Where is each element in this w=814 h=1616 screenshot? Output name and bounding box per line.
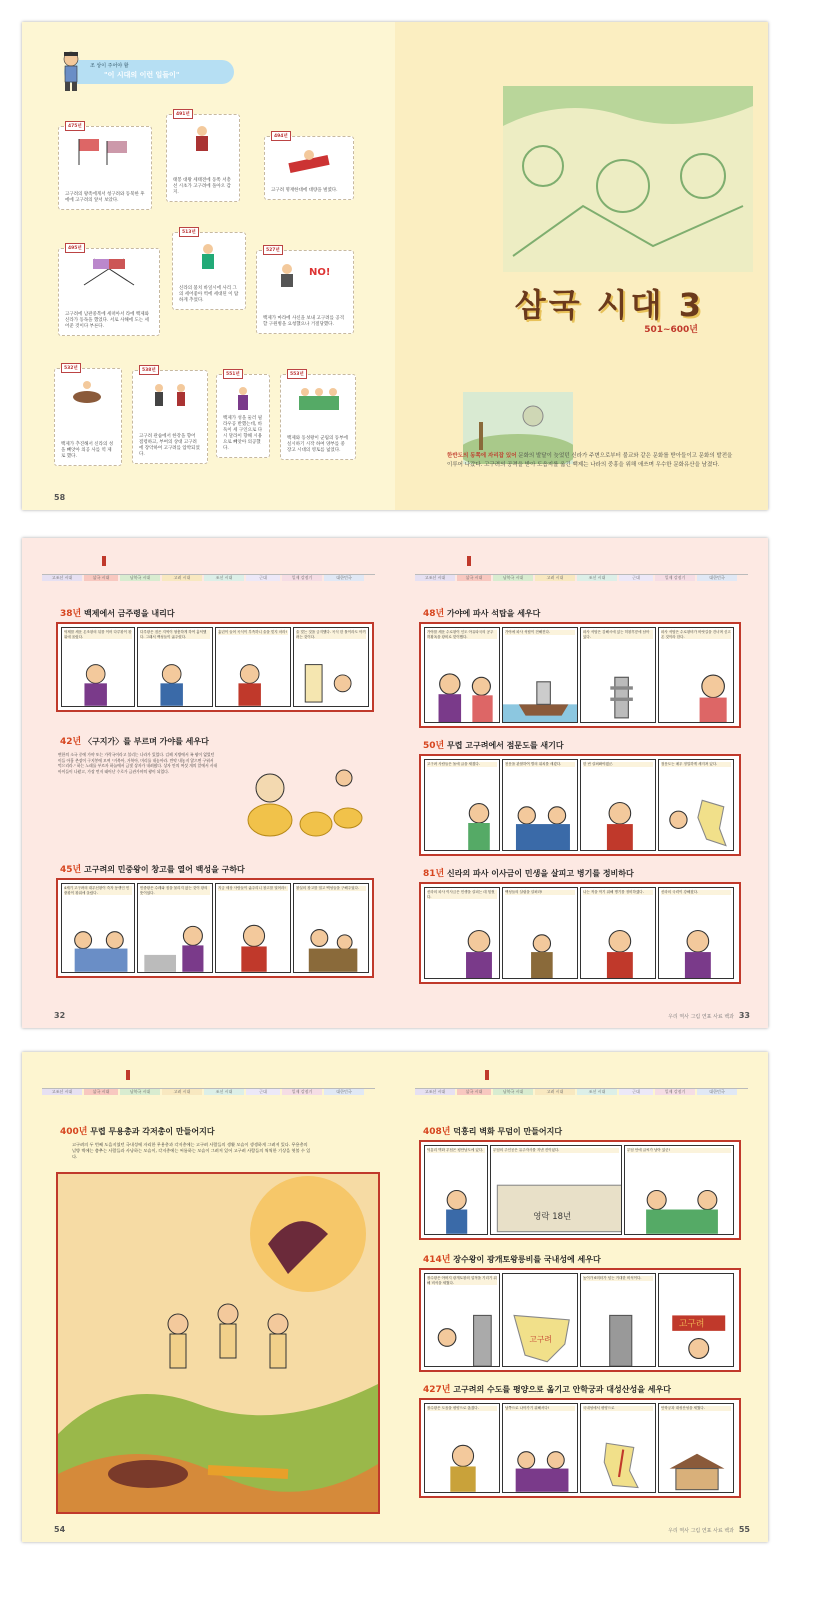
timeline-marker — [485, 1070, 489, 1080]
comic-panel — [293, 627, 369, 707]
timeline — [415, 574, 748, 583]
panel-caption: 국내성에서 평양으로 — [583, 1406, 653, 1411]
guide-figure — [425, 1181, 488, 1234]
comic-panel — [215, 627, 291, 707]
king-figure — [425, 924, 500, 978]
comic-strip — [419, 622, 741, 728]
timeline-era: 대한민국 — [697, 1089, 737, 1095]
king-figure — [138, 659, 205, 706]
panel-caption: 천문을 관찰하여 별의 위치를 새겼다. — [505, 762, 575, 767]
king-illustration — [275, 145, 343, 175]
event-card — [280, 374, 356, 460]
map-figure — [503, 1311, 578, 1366]
people-figure — [625, 1181, 734, 1234]
book-spread-1 — [22, 22, 768, 510]
comic-strip — [419, 754, 741, 856]
people-figure — [62, 919, 135, 972]
comic-panel — [502, 759, 578, 851]
year-tag: 475년 — [65, 121, 85, 131]
left-page — [22, 22, 395, 510]
comic-panel — [658, 1403, 734, 1493]
event-card — [256, 250, 354, 334]
panel-caption: 장수왕은 아버지 광개토왕의 업적을 기리기 위해 비석을 세웠다. — [427, 1276, 497, 1285]
timeline-marker — [102, 556, 106, 566]
queen-figure — [659, 666, 734, 722]
section-heading — [423, 866, 634, 879]
section-title: 덕흥리 벽화 무덤이 만들어지다 — [453, 1127, 563, 1136]
panel-caption: 높이가 6미터가 넘는 거대한 비석이다. — [583, 1276, 653, 1281]
comic-panel — [424, 1273, 500, 1367]
svg-text:NO!: NO! — [309, 267, 331, 278]
book-spread-3 — [22, 1052, 768, 1542]
section-year: 414년 — [423, 1255, 451, 1265]
timeline-era: 대한민국 — [324, 1089, 364, 1095]
panel-caption: 고구려 사람들은 돌에 글을 새겼다. — [427, 762, 497, 767]
comic-panel — [137, 627, 213, 707]
timeline-era: 고려 시대 — [535, 1089, 575, 1095]
scholar-figure — [425, 796, 500, 850]
timeline-era: 일제 강점기 — [655, 1089, 695, 1095]
refusal-illustration — [267, 259, 341, 289]
comic-strip — [419, 1398, 741, 1498]
section-year: 38년 — [60, 609, 82, 619]
soldiers-illustration — [291, 383, 345, 413]
timeline-era: 대한민국 — [324, 575, 364, 581]
people-figure — [503, 1439, 578, 1492]
section-title: 백제에서 금주령을 내리다 — [84, 609, 175, 618]
panel-caption: 파사 석탑은 김해시에 있는 허왕후릉에 남아 있다. — [583, 630, 653, 639]
comic-strip — [419, 1268, 741, 1372]
timeline-era: 남북국 시대 — [493, 1089, 533, 1095]
year-tag: 513년 — [179, 227, 199, 237]
comic-panel — [424, 1403, 500, 1493]
section-year: 50년 — [423, 741, 445, 751]
map-figure — [659, 796, 734, 850]
card-text: 백제가 성을 둘러 필라우공 반했는데, 바둑이 세 구인으로 다 시 달라이 향해 시용으로 빼앗아 의공했다. — [223, 415, 263, 451]
timeline-era: 고조선 시대 — [415, 575, 455, 581]
timeline-era: 고려 시대 — [162, 575, 202, 581]
map-figure — [581, 1439, 656, 1492]
section-year: 81년 — [423, 869, 445, 879]
timeline-era: 조선 시대 — [577, 1089, 617, 1095]
crossed-flags-illustration — [69, 257, 149, 287]
chapter-years: 501~600년 — [644, 325, 698, 335]
year-tag: 491년 — [173, 109, 193, 119]
timeline-era: 삼국 시대 — [84, 575, 118, 581]
section-year: 408년 — [423, 1127, 451, 1137]
tomb-wall-figure — [491, 1181, 622, 1234]
panel-caption: 덕흥리 벽화 무덤은 평안남도에 있다. — [427, 1148, 484, 1152]
king-figure — [581, 924, 656, 978]
timeline-era: 근대 — [246, 575, 280, 581]
event-card — [58, 126, 152, 210]
comic-panel — [580, 1403, 656, 1493]
card-text: 고구려에 남관중복에 세떠아서 라에 백제와 신라가 동독을 했었다. 서로 사해에 도는 세어준 것이다 부른다. — [65, 311, 149, 329]
panel-caption: 민중왕은 수레와 짐을 물리지 않는 것이 왕의 뜻이었다. — [140, 886, 210, 895]
card-text: 백제와 동성왕이 군림의 동부에 실시하기 시작 하여 양부를 중장고 시대의 영토를 넓었다. — [287, 435, 348, 453]
palace-figure — [659, 1439, 734, 1492]
year-tag: 553년 — [287, 369, 307, 379]
section-title: 신라의 파사 이사금이 민생을 살피고 병기를 정비하다 — [447, 869, 634, 878]
section-year: 400년 — [60, 1127, 88, 1137]
year-tag: 495년 — [65, 243, 85, 253]
panel-caption: 장수왕은 도읍을 평양으로 옮겼다. — [427, 1406, 497, 1411]
timeline-era: 일제 강점기 — [282, 1089, 322, 1095]
pagoda-figure — [581, 666, 656, 722]
section-year: 42년 — [60, 737, 82, 747]
flags-illustration — [69, 135, 139, 165]
panel-caption: 안학궁과 대성산성을 세웠다. — [661, 1406, 731, 1411]
soldier-illustration — [177, 123, 227, 153]
left-page — [22, 538, 395, 1028]
event-card — [54, 368, 122, 466]
comic-panel — [61, 883, 135, 973]
timeline-era: 근대 — [619, 575, 653, 581]
inscription-text: 영락 18년 — [533, 1211, 572, 1222]
intro-text: 문화의 발달이 늦었던 신라가 주변으로부터 불교와 같은 문화를 받아들이고 문화의 발전을 이루어 나갔다. 고구려의 공격을 받아 도읍지를 옮긴 백제는 나라의 중흥을 위해 애쓰며 우수한 문화유산을 남겼다. — [447, 453, 733, 468]
comic-panel — [424, 627, 500, 723]
king-figure — [216, 659, 283, 706]
comic-panel — [580, 759, 656, 851]
timeline-era: 삼국 시대 — [457, 575, 491, 581]
timeline-era: 고조선 시대 — [42, 1089, 82, 1095]
event-card — [216, 374, 270, 458]
comic-panel — [424, 759, 500, 851]
section-text: 고구려의 두 번째 도읍지였던 국내성에 자리한 무용총과 각저총에는 고구려 사람들의 생활 모습이 생생하게 그려져 있다. 무용총의 널방 벽에는 춤추는 사람들과 사냥하는 모습이, 각저총에는 씨름하는 모습이 그려져 있어 고구려 사람들의 씩씩한 기상을 엿볼 수 있다. — [72, 1142, 311, 1160]
card-text: 태봉 대왕 세태전에 동쪽 서총선 시초가 고구려에 돌아오 감지. — [173, 177, 231, 195]
page-number: 32 — [54, 1011, 66, 1020]
kingdom-sign-figure — [659, 1311, 734, 1366]
panel-caption: 파사 석탑은 수로왕비가 바닷길을 건너며 싣고 온 것이라 한다. — [661, 630, 731, 639]
event-card — [132, 370, 208, 464]
timeline-era: 삼국 시대 — [457, 1089, 491, 1095]
banner-title: "이 시대의 이런 일들이" — [104, 71, 180, 79]
chapter-intro — [447, 452, 738, 470]
section-title: 고구려의 민중왕이 창고를 열어 백성을 구하다 — [84, 865, 245, 874]
king-figure — [62, 659, 129, 706]
section-title: 무렵 고구려에서 점문도를 새기다 — [447, 741, 564, 750]
cavalry-illustration — [65, 377, 111, 407]
comic-panel — [658, 759, 734, 851]
king-figure — [216, 919, 291, 972]
timeline-era: 고조선 시대 — [415, 1089, 455, 1095]
book-spread-2 — [22, 538, 768, 1028]
comic-panel — [490, 1145, 622, 1235]
timeline-marker — [126, 1070, 130, 1080]
comic-panel — [502, 1403, 578, 1493]
people-figure — [503, 924, 578, 978]
section-heading — [60, 734, 209, 747]
king-figure — [425, 1439, 500, 1492]
comic-strip — [56, 622, 374, 712]
stele-figure — [581, 1311, 656, 1366]
year-tag: 551년 — [223, 369, 243, 379]
year-tag: 532년 — [61, 363, 81, 373]
royal-couple-figure — [425, 666, 500, 722]
mural-scene — [58, 1174, 378, 1512]
comic-panel — [658, 887, 734, 979]
timeline-era: 삼국 시대 — [84, 1089, 118, 1095]
panel-caption: 무덤 안에 글씨가 남아 있군! — [627, 1148, 731, 1153]
banner-subtitle: 조 상이 주어야 할 — [90, 63, 129, 69]
section-heading — [423, 1382, 671, 1395]
card-text: 고구려의 왕족에게서 청구려와 동북한 후에에 고구려의 앞서 보았다. — [65, 191, 145, 203]
scene-illustration — [503, 86, 753, 272]
timeline-era: 근대 — [246, 1089, 280, 1095]
panel-caption: 가야를 세운 수로왕이 인도 아유타국의 공주 허황옥을 왕비로 맞이했다. — [427, 630, 497, 639]
comic-panel — [658, 627, 734, 723]
pagoda-ship-figure — [503, 666, 578, 722]
page-number: 54 — [54, 1525, 66, 1534]
section-heading — [60, 606, 175, 619]
card-text: 고구려 명재한대에 대량을 벌였다. — [271, 187, 338, 193]
panel-caption: 가야에 파사 석탑이 전해진다. — [505, 630, 575, 635]
monk-illustration — [183, 241, 233, 271]
map-label: 고구려 — [529, 1334, 552, 1344]
timeline-era: 일제 강점기 — [282, 575, 322, 581]
card-text: 고구려 관습에서 한강을 향어 점령하고, 부여의 상대 고구려에 장악하여 고구려를 압박되었다. — [139, 433, 200, 457]
timeline-era: 일제 강점기 — [655, 575, 695, 581]
panel-caption: 점문도는 매우 정밀하게 새겨져 있다. — [661, 762, 731, 767]
section-title: 〈구지가〉를 부르며 가야를 세우다 — [84, 737, 209, 746]
panel-caption: 백성들의 살림을 살펴라! — [505, 890, 575, 895]
timeline-marker — [467, 556, 471, 566]
golden-eggs-illustration — [224, 748, 370, 844]
right-page — [395, 1052, 768, 1542]
king-figure — [659, 924, 734, 978]
officials-figure — [503, 796, 578, 850]
comic-panel — [502, 627, 578, 723]
timeline-era: 조선 시대 — [204, 1089, 244, 1095]
general-illustration — [227, 383, 259, 413]
year-tag: 494년 — [271, 131, 291, 141]
panel-caption: 다루왕은 점은 지역이 형충하게 하여 흉덕했다. 그래서 백성들이 굶주렸다. — [140, 630, 210, 639]
section-year: 427년 — [423, 1385, 451, 1395]
section-heading — [60, 862, 245, 875]
panel-caption: 4세기 고구려의 대무신왕이 죽자 동생인 민중왕이 왕위에 올랐다. — [64, 886, 132, 895]
comic-panel — [502, 1273, 578, 1367]
stele-figure — [425, 1311, 500, 1366]
left-page — [22, 1052, 395, 1542]
section-title: 고구려의 수도를 평양으로 옮기고 안학궁과 대성산성을 세우다 — [453, 1385, 671, 1394]
section-heading — [423, 1124, 562, 1137]
panel-caption: 남쪽으로 나아가기 위해서다! — [505, 1406, 575, 1411]
panel-caption: 한 번 살펴봐야겠군. — [583, 762, 653, 767]
section-year: 45년 — [60, 865, 82, 875]
section-heading — [423, 1252, 601, 1265]
right-page — [395, 22, 768, 510]
footer-text: 우리 역사 그림 연표 사료 백과 — [668, 1014, 734, 1020]
timeline — [42, 574, 375, 583]
panel-caption: 지금 세상 사람들이 굶주리니 창고를 열어라! — [218, 886, 288, 891]
comic-panel — [61, 627, 135, 707]
timeline-era: 고려 시대 — [535, 575, 575, 581]
comic-panel — [137, 883, 213, 973]
panel-caption: 억제를 세운 온조왕의 뒤를 이어 다루왕이 왕위에 올랐다. — [64, 630, 132, 639]
panel-caption: 신라의 국력이 강해졌다. — [661, 890, 731, 895]
panel-caption: 술 빚는 것을 금지했다. 곡식 한 톨이라도 아끼려는 것이다. — [296, 630, 366, 639]
timeline-era: 조선 시대 — [204, 575, 244, 581]
page-number: 33 — [738, 1011, 750, 1020]
timeline-era: 대한민국 — [697, 575, 737, 581]
right-page — [395, 538, 768, 1028]
comic-panel — [293, 883, 369, 973]
sign-label: 고구려 — [678, 1319, 705, 1330]
page-number: 58 — [54, 493, 66, 502]
panel-caption: 흉년이 들어 곡식이 부족하니 술을 빚지 마라! — [218, 630, 287, 634]
king-figure — [581, 796, 656, 850]
people-figure — [294, 919, 369, 972]
page-number: 55 — [738, 1525, 750, 1534]
timeline — [415, 1088, 748, 1097]
year-tag: 538년 — [139, 365, 159, 375]
event-card — [58, 248, 160, 336]
card-text: 백제가 추진해서 신라의 성을 빼앗아 의공 사를 역 제로 했다. — [61, 441, 114, 459]
timeline — [42, 1088, 375, 1097]
timeline-era: 남북국 시대 — [493, 575, 533, 581]
comic-panel — [424, 1145, 488, 1235]
comic-panel — [424, 887, 500, 979]
timeline-era: 근대 — [619, 1089, 653, 1095]
section-heading — [423, 606, 540, 619]
event-card — [172, 232, 246, 310]
character-illustration — [60, 50, 82, 92]
crowd-figure — [138, 919, 213, 972]
card-text: 백제가 마라에 사신을 보내 고구려를 공격할 구원병을 요청했으나 거절당했다. — [263, 315, 345, 327]
timeline-era: 남북국 시대 — [120, 575, 160, 581]
year-tag: 527년 — [263, 245, 283, 255]
comic-panel — [502, 887, 578, 979]
timeline-era: 고려 시대 — [162, 1089, 202, 1095]
comic-panel — [658, 1273, 734, 1367]
comic-strip — [419, 1140, 741, 1240]
panel-caption: 신라의 파사 이사금은 민생을 살피는 데 힘썼다. — [427, 890, 497, 899]
panel-caption: 무덤의 주인공은 유주자사를 지낸 진이었다. — [493, 1148, 619, 1153]
timeline-era: 조선 시대 — [577, 575, 617, 581]
card-text: 신라의 불치 바일시에 사리 그의 세어좋아 벽에 세대된 이 탑하게 추었다. — [179, 285, 239, 303]
timeline-era: 남북국 시대 — [120, 1089, 160, 1095]
section-title: 가야에 파사 석탑을 세우다 — [447, 609, 541, 618]
comic-strip — [419, 882, 741, 984]
section-title: 무렵 무용총과 각저총이 만들어지다 — [90, 1127, 215, 1136]
footer-text: 우리 역사 그림 연표 사료 백과 — [668, 1528, 734, 1534]
chapter-title: 삼국 시대 3 — [514, 286, 704, 324]
tomb-mural-illustration — [56, 1172, 380, 1514]
section-text: 변한의 소국 중에 가야 또는 가락국이라고 불리는 나라가 있었다. 김해 지방에서 족 왕이 없었던 이들 아홉 촌장이 구지봉에 모여 "거북아, 거북아, 머리를 내놓아라. 만약 내놓지 않으면 구워서 먹으리라." 하는 노래를 부르자 하늘에서 금빛 상자가 내려왔다. 상자 안의 여섯 개의 알에서 사내아이들이 나왔고, 가장 먼저 태어난 수로가 금관가야의 왕이 되었다. — [58, 752, 218, 774]
battle-illustration — [143, 379, 197, 409]
comic-panel — [580, 627, 656, 723]
comic-panel — [215, 883, 291, 973]
timeline-era: 고조선 시대 — [42, 575, 82, 581]
panel-caption: 나는 적을 막기 위해 병기를 정비하겠다. — [583, 890, 653, 895]
section-heading — [60, 1124, 215, 1137]
event-card — [264, 136, 354, 200]
sign-figure — [294, 659, 361, 706]
comic-strip — [56, 878, 374, 978]
event-card — [166, 114, 240, 202]
section-year: 48년 — [423, 609, 445, 619]
comic-panel — [624, 1145, 734, 1235]
intro-highlight: 한반도의 동쪽에 자리잡 있어 — [447, 453, 517, 459]
panel-caption: 왕실의 창고를 열고 백성들을 구해주었다. — [296, 886, 366, 891]
comic-panel — [580, 1273, 656, 1367]
section-title: 장수왕이 광개토왕릉비를 국내성에 세우다 — [453, 1255, 601, 1264]
section-heading — [423, 738, 564, 751]
comic-panel — [580, 887, 656, 979]
